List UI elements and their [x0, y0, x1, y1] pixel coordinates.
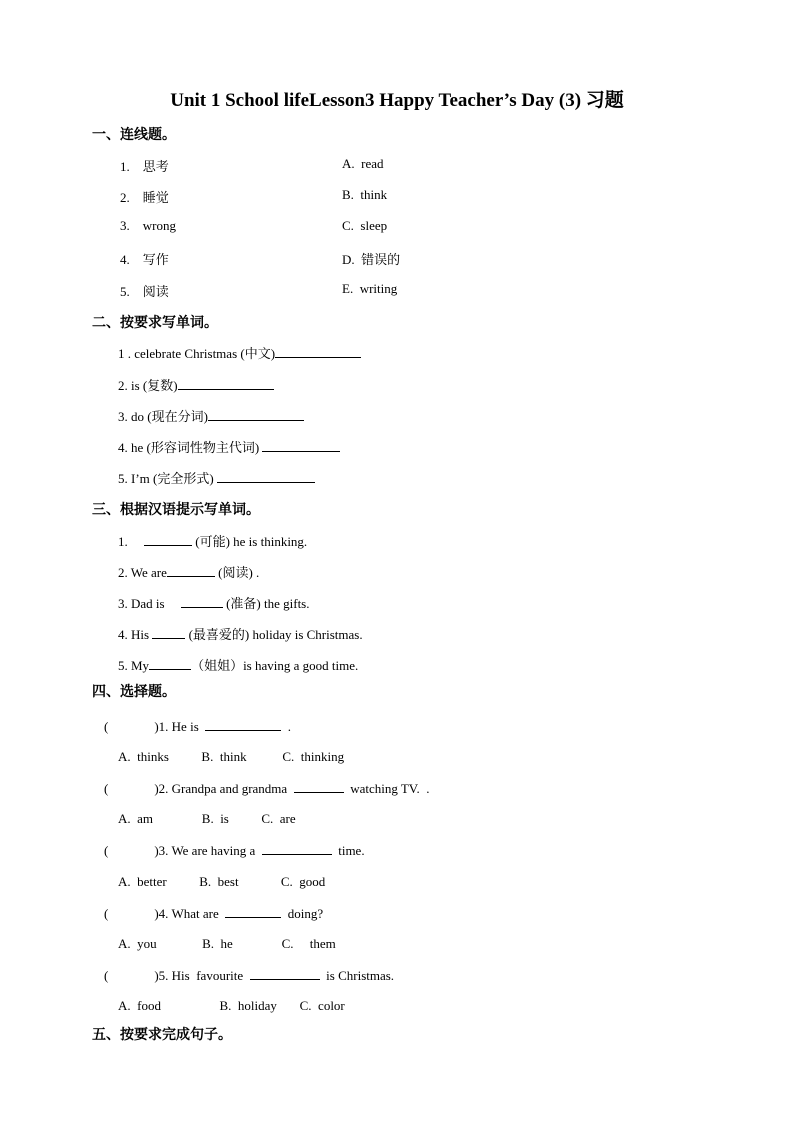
question-tail: time.	[331, 843, 365, 858]
answer-blank[interactable]	[294, 780, 344, 793]
question-tail: doing?	[281, 906, 324, 921]
match-right-3: C. sleep	[342, 218, 388, 233]
choice-options-5: A. food B. holiday C. color	[118, 998, 345, 1013]
answer-blank[interactable]	[144, 533, 192, 546]
word-item-4-text: 4. he (形容词性物主代词)	[118, 440, 263, 455]
hint-item-1	[118, 531, 307, 550]
match-left-2: 2. 睡觉	[120, 190, 169, 205]
hint-item-5-pre: 5. My	[118, 658, 150, 673]
question-text: )5. His favourite	[154, 968, 250, 983]
match-left-4: 4. 写作	[120, 252, 169, 267]
hint-item-2	[118, 562, 259, 581]
word-item-1-text: 1 . celebrate Christmas (中文)	[118, 346, 276, 361]
paren-open: (	[104, 781, 109, 796]
answer-blank[interactable]	[149, 657, 191, 670]
word-item-1	[118, 343, 361, 362]
section-2-heading: 二、按要求写单词。	[92, 316, 218, 331]
choice-options-3: A. better B. best C. good	[118, 874, 326, 889]
word-item-5-text: 5. I’m (完全形式)	[118, 471, 217, 486]
choice-question-5	[104, 967, 394, 984]
answer-blank[interactable]	[217, 470, 315, 483]
answer-blank[interactable]	[275, 345, 361, 358]
answer-blank[interactable]	[152, 626, 185, 639]
paren-open: (	[104, 968, 109, 983]
question-tail: is Christmas.	[319, 968, 395, 983]
answer-blank[interactable]	[181, 595, 223, 608]
hint-item-4-post: (最喜爱的) holiday is Christmas.	[185, 627, 363, 642]
word-item-2-text: 2. is (复数)	[118, 378, 178, 393]
hint-item-3	[118, 593, 310, 612]
answer-blank[interactable]	[205, 718, 281, 731]
section-1-heading: 一、连线题。	[92, 128, 176, 143]
choice-question-1	[104, 718, 291, 735]
choice-question-3	[104, 842, 365, 859]
hint-item-5-post: （姐姐）is having a good time.	[191, 658, 359, 673]
match-right-4: D. 错误的	[342, 252, 401, 267]
question-text: )2. Grandpa and grandma	[154, 781, 294, 796]
match-left-3: 3. wrong	[120, 218, 176, 233]
word-item-4	[118, 437, 340, 456]
section-4-heading: 四、选择题。	[92, 685, 176, 700]
choice-options-4: A. you B. he C. them	[118, 936, 336, 951]
question-tail: watching TV. .	[343, 781, 430, 796]
hint-item-3-pre: 3. Dad is	[118, 596, 181, 611]
choice-options-1: A. thinks B. think C. thinking	[118, 749, 345, 764]
match-right-5: E. writing	[342, 281, 398, 296]
section-5-heading: 五、按要求完成句子。	[92, 1028, 232, 1043]
hint-item-3-post: (准备) the gifts.	[222, 596, 310, 611]
answer-blank[interactable]	[208, 408, 304, 421]
answer-blank[interactable]	[250, 967, 320, 980]
choice-question-4	[104, 905, 323, 922]
word-item-3	[118, 406, 304, 425]
hint-item-4-pre: 4. His	[118, 627, 153, 642]
paren-open: (	[104, 906, 109, 921]
hint-item-2-pre: 2. We are	[118, 565, 167, 580]
paren-open: (	[104, 719, 109, 734]
word-item-2	[118, 375, 274, 394]
choice-options-2: A. am B. is C. are	[118, 811, 296, 826]
word-item-5	[118, 468, 315, 487]
choice-question-2	[104, 780, 430, 797]
answer-blank[interactable]	[225, 905, 281, 918]
match-right-2: B. think	[342, 187, 388, 202]
hint-item-2-post: (阅读) .	[214, 565, 260, 580]
answer-blank[interactable]	[262, 842, 332, 855]
section-3-heading: 三、根据汉语提示写单词。	[92, 503, 260, 518]
hint-item-1-post: (可能) he is thinking.	[192, 534, 308, 549]
match-left-5: 5. 阅读	[120, 284, 169, 299]
paren-open: (	[104, 843, 109, 858]
hint-item-5	[118, 655, 358, 674]
answer-blank[interactable]	[167, 564, 215, 577]
question-text: )1. He is	[154, 719, 206, 734]
answer-blank[interactable]	[178, 377, 274, 390]
hint-item-1-pre: 1.	[118, 534, 144, 549]
match-left-1: 1. 思考	[120, 159, 169, 174]
question-tail: .	[281, 719, 292, 734]
hint-item-4	[118, 624, 363, 643]
answer-blank[interactable]	[262, 439, 340, 452]
page-title: Unit 1 School lifeLesson3 Happy Teacher’s Day (3) 习题	[170, 90, 624, 111]
match-right-1: A. read	[342, 156, 384, 171]
question-text: )4. What are	[154, 906, 226, 921]
question-text: )3. We are having a	[154, 843, 262, 858]
word-item-3-text: 3. do (现在分词)	[118, 409, 208, 424]
